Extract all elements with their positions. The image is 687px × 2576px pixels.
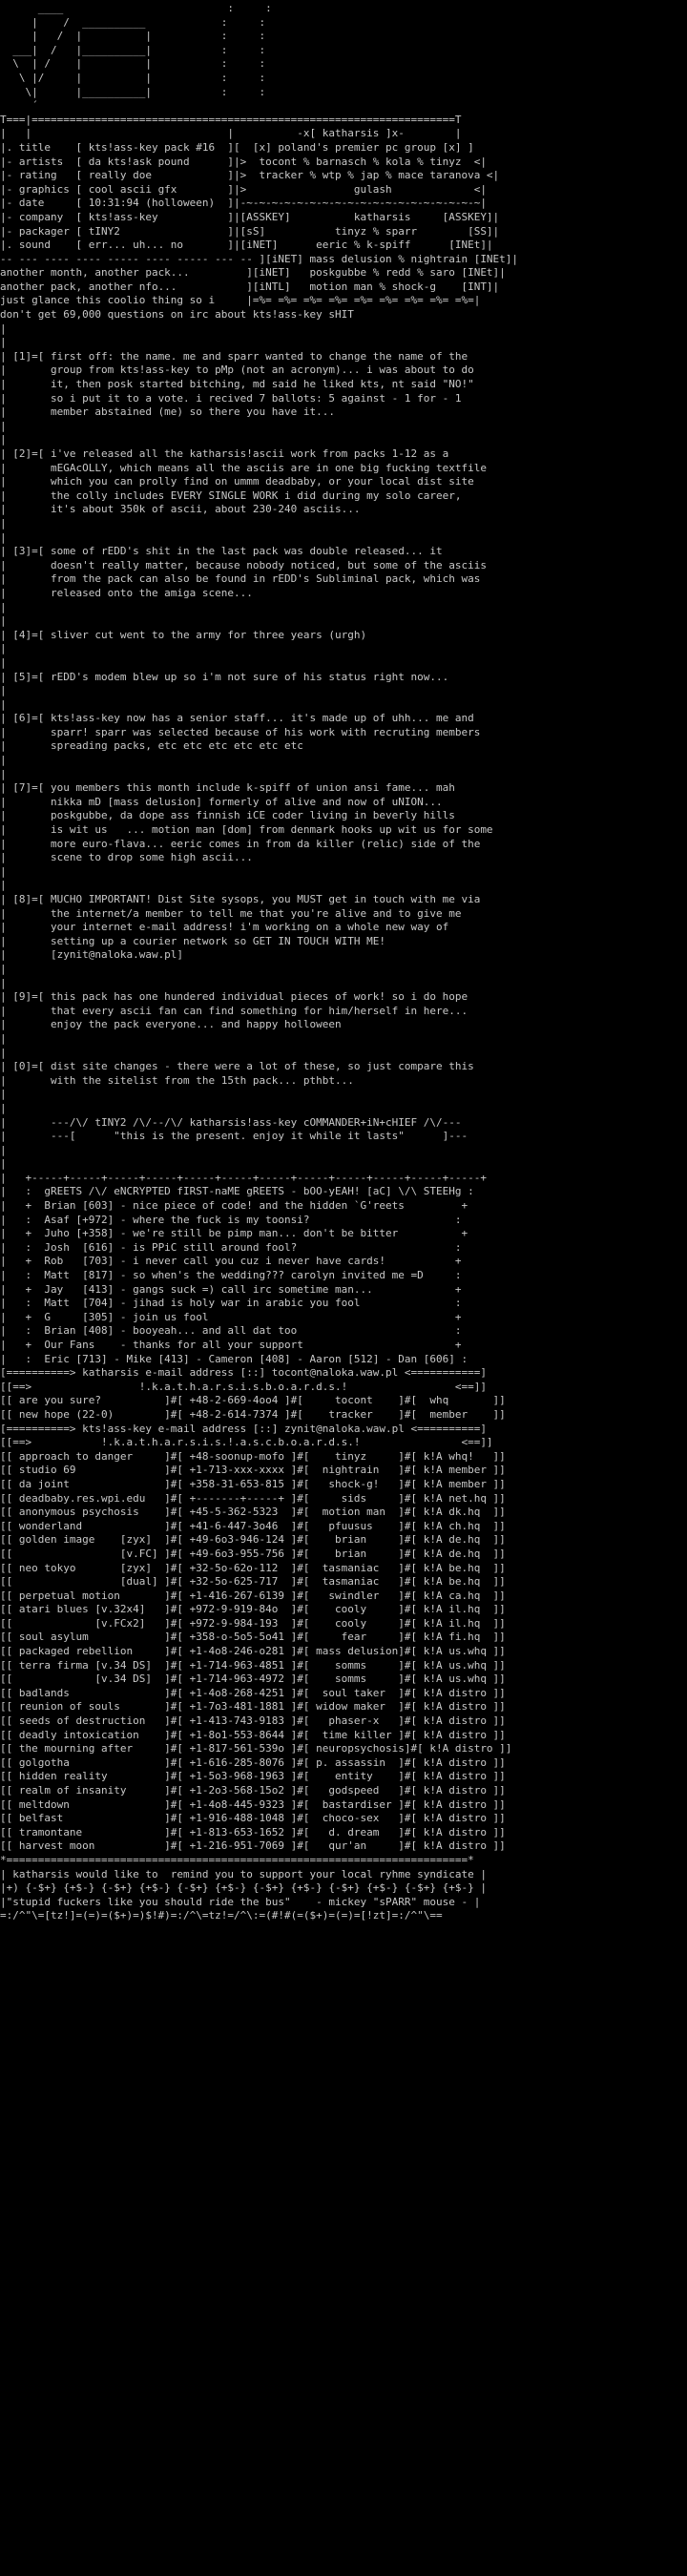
nfo-line: | released onto the amiga scene... [0,586,253,599]
nfo-line: | | | -x[ katharsis ]x- | [0,127,462,140]
nfo-line: [[==> !.k.a.t.h.a.r.s.i.s.!.a.s.c.b.o.a.r.d.s.! <==]] [0,1436,493,1449]
nfo-line: | [0,1031,7,1045]
nfo-line: [[ neo tokyo [zyx] ]#[ +32-5o-62o-112 ]#[ tasmaniac ]#[ k!A be.hq ]] [0,1561,506,1574]
nfo-line: | [0,962,7,975]
nfo-line: | [0,655,7,669]
nfo-line: [[ seeds of destruction ]#[ +1-413-743-9183 ]#[ phaser-x ]#[ k!A distro ]] [0,1714,506,1728]
nfo-line: | ---[ "this is the present. enjoy it while it lasts" ]--- [0,1130,468,1143]
nfo-line: | [0,1101,7,1114]
nfo-line: [[ golgotha ]#[ +1-616-285-8076 ]#[ p. assassin ]#[ k!A distro ]] [0,1755,506,1769]
nfo-line: ´ [0,99,38,113]
nfo-line: |- company [ kts!ass-key ]|[ASSKEY] katharsis [ASSKEY]| [0,210,500,223]
nfo-line: another month, another pack... ][iNET] poskgubbe % redd % saro [INEt]| [0,266,506,280]
nfo-line: | [0,600,7,613]
nfo-line: | sparr! sparr was selected because of his work with recruting members [0,725,481,738]
nfo-line: | [5]=[ rEDD's modem blew up so i'm not sure of his status right now... [0,670,449,683]
nfo-line: [[ atari blues [v.32x4] ]#[ +972-9-919-84o ]#[ cooly ]#[ k!A il.hq ]] [0,1603,506,1616]
nfo-line: [[ golden image [zyx] ]#[ +49-6o3-946-124 ]#[ brian ]#[ k!A de.hq ]] [0,1533,506,1547]
nfo-line: [[ new hope (22-0) ]#[ +48-2-614-7374 ]#[ tracker ]#[ member ]] [0,1407,506,1421]
nfo-line: | [8]=[ MUCHO IMPORTANT! Dist Site sysops, you MUST get in touch with me via [0,893,481,905]
nfo-line: | the colly includes EVERY SINGLE WORK i did during my solo career, [0,488,462,502]
nfo-line: |- artists [ da kts!ask pound ]|> tocont % barnasch % kola % tinyz <| [0,155,487,168]
nfo-line: [[ hidden reality ]#[ +1-5o3-968-1963 ]#[ entity ]#[ k!A distro ]] [0,1770,506,1783]
nfo-line: | scene to drop some high ascii... [0,851,253,864]
nfo-line: | that every ascii fan can find something for him/herself in here... [0,1004,468,1017]
nfo-line: | [0,767,7,780]
nfo-line: | [2]=[ i've released all the katharsis!ascii work from packs 1-12 as a [0,447,449,460]
nfo-line: just glance this coolio thing so i |=%= =%= =%= =%= =%= =%= =%= =%= =%=| [0,294,481,307]
nfo-line: [[ tramontane ]#[ +1-813-653-1652 ]#[ d. dream ]#[ k!A distro ]] [0,1825,506,1839]
nfo-line: | [0,864,7,878]
nfo-line: \ | / | | : : [0,57,266,71]
nfo-line: |- graphics [ cool ascii gfx ]|> gulash <| [0,182,487,196]
nfo-line: don't get 69,000 questions on irc about kts!ass-key sHIT [0,308,354,322]
nfo-line: | [0,336,7,349]
nfo-line: | your internet e-mail address! i'm working on a whole new way of [0,921,449,934]
nfo-line: | it's about 350k of ascii, about 230-240 asciis... [0,503,361,516]
nfo-line: [[ harvest moon ]#[ +1-216-951-7069 ]#[ qur'an ]#[ k!A distro ]] [0,1839,506,1853]
nfo-line: |+) {-$+} {+$-} {-$+} {+$-} {-$+} {+$-} {-$+} {+$-} {-$+} {+$-} {-$+} {+$-} | [0,1881,487,1895]
nfo-line: ____ : : [0,2,272,14]
nfo-line: | more euro-flava... eeric comes in from da killer (relic) side of the [0,837,481,850]
nfo-line: [[ deadly intoxication ]#[ +1-8o1-553-8644 ]#[ time killer ]#[ k!A distro ]] [0,1728,506,1741]
nfo-line: [[ [v.FCx2] ]#[ +972-9-984-193 ]#[ cooly ]#[ k!A il.hq ]] [0,1616,506,1630]
nfo-line: | + Jay [413] - gangs suck =) call irc sometime man... + [0,1282,462,1296]
nfo-line: |- date [ 10:31:94 (holloween) ]|-~-~-~-~-~-~-~-~-~-~-~-~-~-~-~-~-~-~-~| [0,197,487,210]
nfo-line: | : Josh [616] - is PPiC still around fool? : [0,1240,462,1254]
nfo-line: another pack, another nfo... ][iNTL] motion man % shock-g [INT]| [0,280,500,293]
nfo-line: | [0,1046,7,1059]
nfo-line: | [0,1088,7,1101]
nfo-line: | group from kts!ass-key to pMp (not an acronym)... i was about to do [0,364,474,377]
nfo-line: | poskgubbe, da dope ass finnish iCE coder living in beverly hills [0,809,455,822]
nfo-line: | / | | : : [0,30,266,43]
nfo-line: | doesn't really matter, because nobody noticed, but some of the asciis [0,558,487,571]
nfo-line: [[ meltdown ]#[ +1-4o8-445-9323 ]#[ bastardiser ]#[ k!A distro ]] [0,1797,506,1811]
nfo-line: [[ the mourning after ]#[ +1-817-561-539o ]#[ neuropsychosis]#[ k!A distro ]] [0,1742,512,1755]
nfo-line: | : gREETS /\/ eNCRYPTED fIRST-naME gREETS - bOO-yEAH! [aC] \/\ STEEHg : [0,1185,474,1198]
nfo-line: | [0,642,7,655]
nfo-line: [[ soul asylum ]#[ +358-o-5o5-5o41 ]#[ fear ]#[ k!A fi.hq ]] [0,1631,506,1644]
nfo-line: [[ [v.34 DS] ]#[ +1-714-963-4972 ]#[ somms ]#[ k!A us.whq ]] [0,1672,506,1686]
nfo-line: | [9]=[ this pack has one hundered individual pieces of work! so i do hope [0,990,468,1004]
nfo-line: |- packager [ tINY2 ]|[sS] tinyz % sparr [SS]| [0,224,500,238]
nfo-line: | / __________ : : [0,15,266,29]
nfo-line: | [0,879,7,892]
nfo-line: [[ da joint ]#[ +358-31-653-815 ]#[ shock-g! ]#[ k!A member ]] [0,1477,506,1490]
nfo-line: ___| / |__________| : : [0,43,266,56]
nfo-line: | setting up a courier network so GET IN TOUCH WITH ME! [0,934,385,947]
nfo-line: | mEGAcOLLY, which means all the asciis are in one big fucking textfile [0,461,487,474]
nfo-line: [[ badlands ]#[ +1-4o8-268-4251 ]#[ soul taker ]#[ k!A distro ]] [0,1686,506,1699]
nfo-line: [==========> katharsis e-mail address [::] tocont@naloka.waw.pl <===========] [0,1366,487,1380]
nfo-line: | [0,322,7,335]
nfo-line: |- rating [ really doe ]|> tracker % wtp % jap % mace taranova <| [0,169,500,182]
nfo-line: | [0,976,7,989]
nfo-line: | which you can prolly find on ummm deadbaby, or your local dist site [0,475,474,488]
nfo-line: | : Matt [817] - so when's the wedding??? carolyn invited me =D : [0,1269,462,1282]
nfo-line: | is wit us ... motion man [dom] from denmark hooks up wit us for some [0,823,493,837]
nfo-line: [[ [v.FC] ]#[ +49-6o3-955-756 ]#[ brian ]#[ k!A de.hq ]] [0,1547,506,1560]
nfo-line: | the internet/a member to tell me that you're alive and to give me [0,906,462,920]
nfo-line: | spreading packs, etc etc etc etc etc etc [0,739,303,753]
nfo-line: \ |/ | | : : [0,71,266,84]
nfo-line: | + G [305] - join us fool + [0,1310,462,1323]
nfo-line: [[ approach to danger ]#[ +48-soonup-mofo ]#[ tinyz ]#[ k!A whq! ]] [0,1449,506,1463]
nfo-line: | [0,419,7,432]
nfo-line: | [1]=[ first off: the name. me and sparr wanted to change the name of the [0,349,468,363]
nfo-line: [[ perpetual motion ]#[ +1-416-267-6139 ]#[ swindler ]#[ k!A ca.hq ]] [0,1589,506,1602]
nfo-line: |"stupid fuckers like you should ride the bus" - mickey "sPARR" mouse - | [0,1895,481,1908]
nfo-line: | : Brian [408] - booyeah... and all dat too : [0,1324,462,1338]
nfo-line: | + Brian [603] - nice piece of code! and the hidden `G'reets + [0,1199,468,1213]
nfo-line: | member abstained (me) so there you have it... [0,405,335,419]
nfo-line: [[ [dual] ]#[ +32-5o-625-717 ]#[ tasmaniac ]#[ k!A be.hq ]] [0,1575,506,1589]
nfo-line: | + Rob [703] - i never call you cuz i never have cards! + [0,1255,462,1268]
nfo-line: | [0]=[ dist site changes - there were a lot of these, so just compare this [0,1060,474,1073]
nfo-line: [[ reunion of souls ]#[ +1-7o3-481-1881 ]#[ widow maker ]#[ k!A distro ]] [0,1700,506,1714]
nfo-line: | : Asaf [+972] - where the fuck is my toonsi? : [0,1213,462,1226]
nfo-line: [[ realm of insanity ]#[ +1-2o3-568-15o2 ]#[ godspeed ]#[ k!A distro ]] [0,1784,506,1797]
nfo-line: T===|===================================================================T [0,113,462,126]
nfo-line: | [0,1143,7,1156]
nfo-line: | nikka mD [mass delusion] formerly of alive and now of uNION... [0,795,443,808]
nfo-line: | +-----+-----+-----+-----+-----+-----+-----+-----+-----+-----+-----+-----+ [0,1171,487,1184]
nfo-line: | enjoy the pack everyone... and happy holloween [0,1018,342,1031]
nfo-line: | [0,1157,7,1171]
nfo-line: | [0,684,7,697]
nfo-line: | [7]=[ you members this month include k-spiff of union ansi fame... mah [0,781,455,795]
nfo-line: | with the sitelist from the 15th pack... pthbt... [0,1073,354,1087]
nfo-line: | [3]=[ some of rEDD's shit in the last pack was double released... it [0,545,443,558]
nfo-line: [[ anonymous psychosis ]#[ +45-5-362-5323 ]#[ motion man ]#[ k!A dk.hq ]] [0,1506,506,1519]
nfo-line: | [0,516,7,530]
nfo-line: | [0,530,7,544]
nfo-line: | [6]=[ kts!ass-key now has a senior staff... it's made up of uhh... me and [0,712,474,725]
nfo-line: [[ deadbaby.res.wpi.edu ]#[ +-------+-----+ ]#[ sids ]#[ k!A net.hq ]] [0,1491,506,1505]
nfo-line: [[==> !.k.a.t.h.a.r.s.i.s.b.o.a.r.d.s.! <==]] [0,1380,487,1393]
nfo-line: |. title [ kts!ass-key pack #16 ][ [x] poland's premier pc group [x] ] [0,140,474,154]
nfo-line: [==========> kts!ass-key e-mail address [::] zynit@naloka.waw.pl <==========] [0,1422,487,1435]
nfo-line: | [0,697,7,711]
nfo-line: |. sound [ err... uh... no ]|[iNET] eeric % k-spiff [INEt]| [0,239,493,252]
nfo-line: *=========================================================================* [0,1853,474,1866]
nfo-line: [[ packaged rebellion ]#[ +1-4o8-246-o281 ]#[ mass delusion]#[ k!A us.whq ]] [0,1645,506,1658]
nfo-line: [[ terra firma [v.34 DS] ]#[ +1-714-963-4851 ]#[ somms ]#[ k!A us.whq ]] [0,1658,506,1672]
nfo-line: | [0,614,7,628]
nfo-line: [[ wonderland ]#[ +41-6-447-3o46 ]#[ pfuusus ]#[ k!A ch.hq ]] [0,1519,506,1532]
nfo-line: [[ are you sure? ]#[ +48-2-669-4oo4 ]#[ tocont ]#[ whq ]] [0,1394,506,1407]
nfo-line: [[ studio 69 ]#[ +1-713-xxx-xxxx ]#[ nightrain ]#[ k!A member ]] [0,1464,506,1477]
nfo-line: | so i put it to a vote. i recived 7 ballots: 5 against - 1 for - 1 [0,391,462,405]
nfo-line: | : Matt [704] - jihad is holy war in arabic you fool : [0,1297,462,1310]
nfo-line: | : Eric [713] - Mike [413] - Cameron [408] - Aaron [512] - Dan [606] : [0,1352,468,1365]
nfo-line: -- --- ---- ---- ----- ---- ----- --- -- ][iNET] mass delusion % nightrain [INEt]| [0,252,519,265]
nfo-line: | it, then posk started bitching, md said he liked kts, nt said "NO!" [0,378,474,391]
nfo-line: \| |__________| : : [0,85,266,98]
nfo-line: | [0,433,7,447]
nfo-line: | katharsis would like to remind you to support your local ryhme syndicate | [0,1867,487,1880]
nfo-line: | + Our Fans - thanks for all your support + [0,1339,462,1351]
nfo-line: =:/^"\=[tz!]=(=)=($+)=)$!#)=:/^\=tz!=/^\:=(#!#(=($+)=(=)=[!zt]=:/^"\== [0,1909,443,1922]
nfo-line: | [4]=[ sliver cut went to the army for three years (urgh) [0,628,367,641]
nfo-line: | + Juho [+358] - we're still be pimp man... don't be bitter + [0,1227,468,1240]
nfo-line: | from the pack can also be found in rEDD's Subliminal pack, which was [0,572,481,586]
nfo-line: | ---/\/ tINY2 /\/--/\/ katharsis!ass-key cOMMANDER+iN+cHIEF /\/--- [0,1115,462,1129]
nfo-line: | [0,754,7,767]
nfo-line: | [zynit@naloka.waw.pl] [0,948,184,962]
nfo-line: [[ belfast ]#[ +1-916-488-1048 ]#[ choco-sex ]#[ k!A distro ]] [0,1812,506,1825]
